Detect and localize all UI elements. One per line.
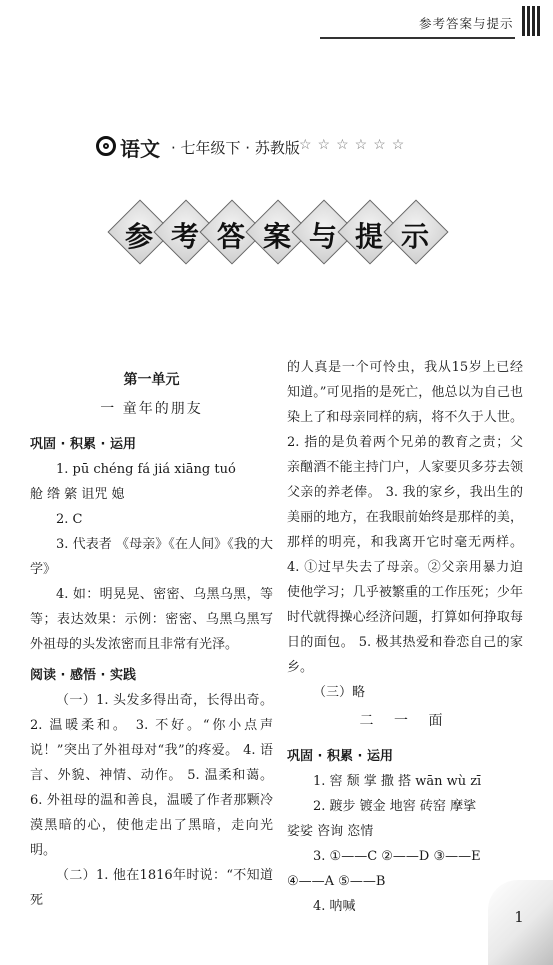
- header-stripes: [522, 6, 540, 36]
- answer-paragraph: （二）1. 他在1816年时说：“不知道死: [30, 868, 273, 908]
- answer-paragraph: （一）1. 头发多得出奇，长得出奇。 2. 温暖柔和。 3. 不好。“你小点声说！”突出了外祖母对“我”的疼爱。 4. 语言、外貌、神情、动作。 5. 温柔和蔼。 6. 外祖母的温和善良，温暖了作者那颗冷漠黑暗的心，使他走出了黑暗，走向光明。: [30, 693, 273, 858]
- lesson-title: 一 童年的朋友: [100, 401, 203, 417]
- answer-line: 3. 代表者 《母亲》《在人间》《我的大学》: [30, 537, 273, 577]
- answer-line: 4. 如：明晃晃、密密、乌黑乌黑，等等；表达效果：示例：密密、乌黑乌黑写外祖母的头发浓密而且非常有光泽。: [30, 587, 273, 652]
- book-banner: [96, 133, 456, 163]
- section-heading: 巩固 · 积累 · 运用: [30, 437, 136, 452]
- answer-line: 2. C: [56, 512, 83, 527]
- left-column: [30, 368, 273, 913]
- section-heading: 巩固 · 积累 · 运用: [287, 749, 393, 764]
- header-rule: [320, 37, 515, 39]
- answer-line: 1. 窖 颓 掌 撒 搭 wān wù zī: [313, 774, 482, 789]
- answer-line: 1. pū chéng fá jiá xiāng tuó: [56, 462, 236, 477]
- title-char: 与: [308, 220, 337, 253]
- answer-line: （三）略: [313, 685, 366, 700]
- title-char: 考: [170, 220, 199, 253]
- answer-line: ④——A ⑤——B: [287, 874, 386, 889]
- running-header: [0, 0, 553, 44]
- star-decoration: ☆☆☆☆☆☆: [299, 137, 411, 153]
- lesson-title: 二 一 面: [359, 713, 451, 729]
- title-char: 参: [124, 220, 153, 253]
- subject-title: 语文: [120, 137, 160, 161]
- title-char: 案: [262, 220, 291, 253]
- circle-logo-icon: [96, 136, 116, 156]
- answer-line: 2. 踱步 镀金 地窖 砖窑 摩挲: [313, 799, 477, 814]
- answer-line: 4. 呐喊: [313, 899, 356, 914]
- title-char: 示: [400, 220, 429, 253]
- answer-line: 娑娑 咨询 恣情: [287, 824, 374, 839]
- answer-line: 3. ①——C ②——D ③——E: [313, 849, 481, 864]
- answer-line: 舱 绺 綮 诅咒 媳: [30, 487, 125, 502]
- unit-title: 第一单元: [123, 372, 180, 388]
- running-title: 参考答案与提示: [419, 16, 514, 31]
- edition-label: · 七年级下 · 苏教版: [171, 139, 300, 157]
- answer-paragraph: 的人真是一个可怜虫，我从15岁上已经知道。”可见指的是死亡，他总以为自己也染上了和母亲同样的病，将不久于人世。 2. 指的是负着两个兄弟的教育之责；父亲酗酒不能主持门户，人家要贝多芬去领父亲的养老俸。 3. 我的家乡，我出生的美丽的地方，在我眼前始终是那样的美，那样的明亮，和我离开它时毫无两样。 4. ①过早失去了母亲。②父亲用暴力迫使他学习；几乎被繁重的工作压死；少年时代就得操心经济问题，打算如何挣取每日的面包。 5. 极其热爱和眷恋自己的家乡。: [287, 360, 523, 675]
- title-char: 提: [354, 220, 383, 253]
- section-heading: 阅读 · 感悟 · 实践: [30, 668, 136, 683]
- main-title: [117, 209, 437, 255]
- title-char: 答: [216, 220, 245, 253]
- right-column: [287, 355, 523, 919]
- page-number: 1: [514, 908, 524, 926]
